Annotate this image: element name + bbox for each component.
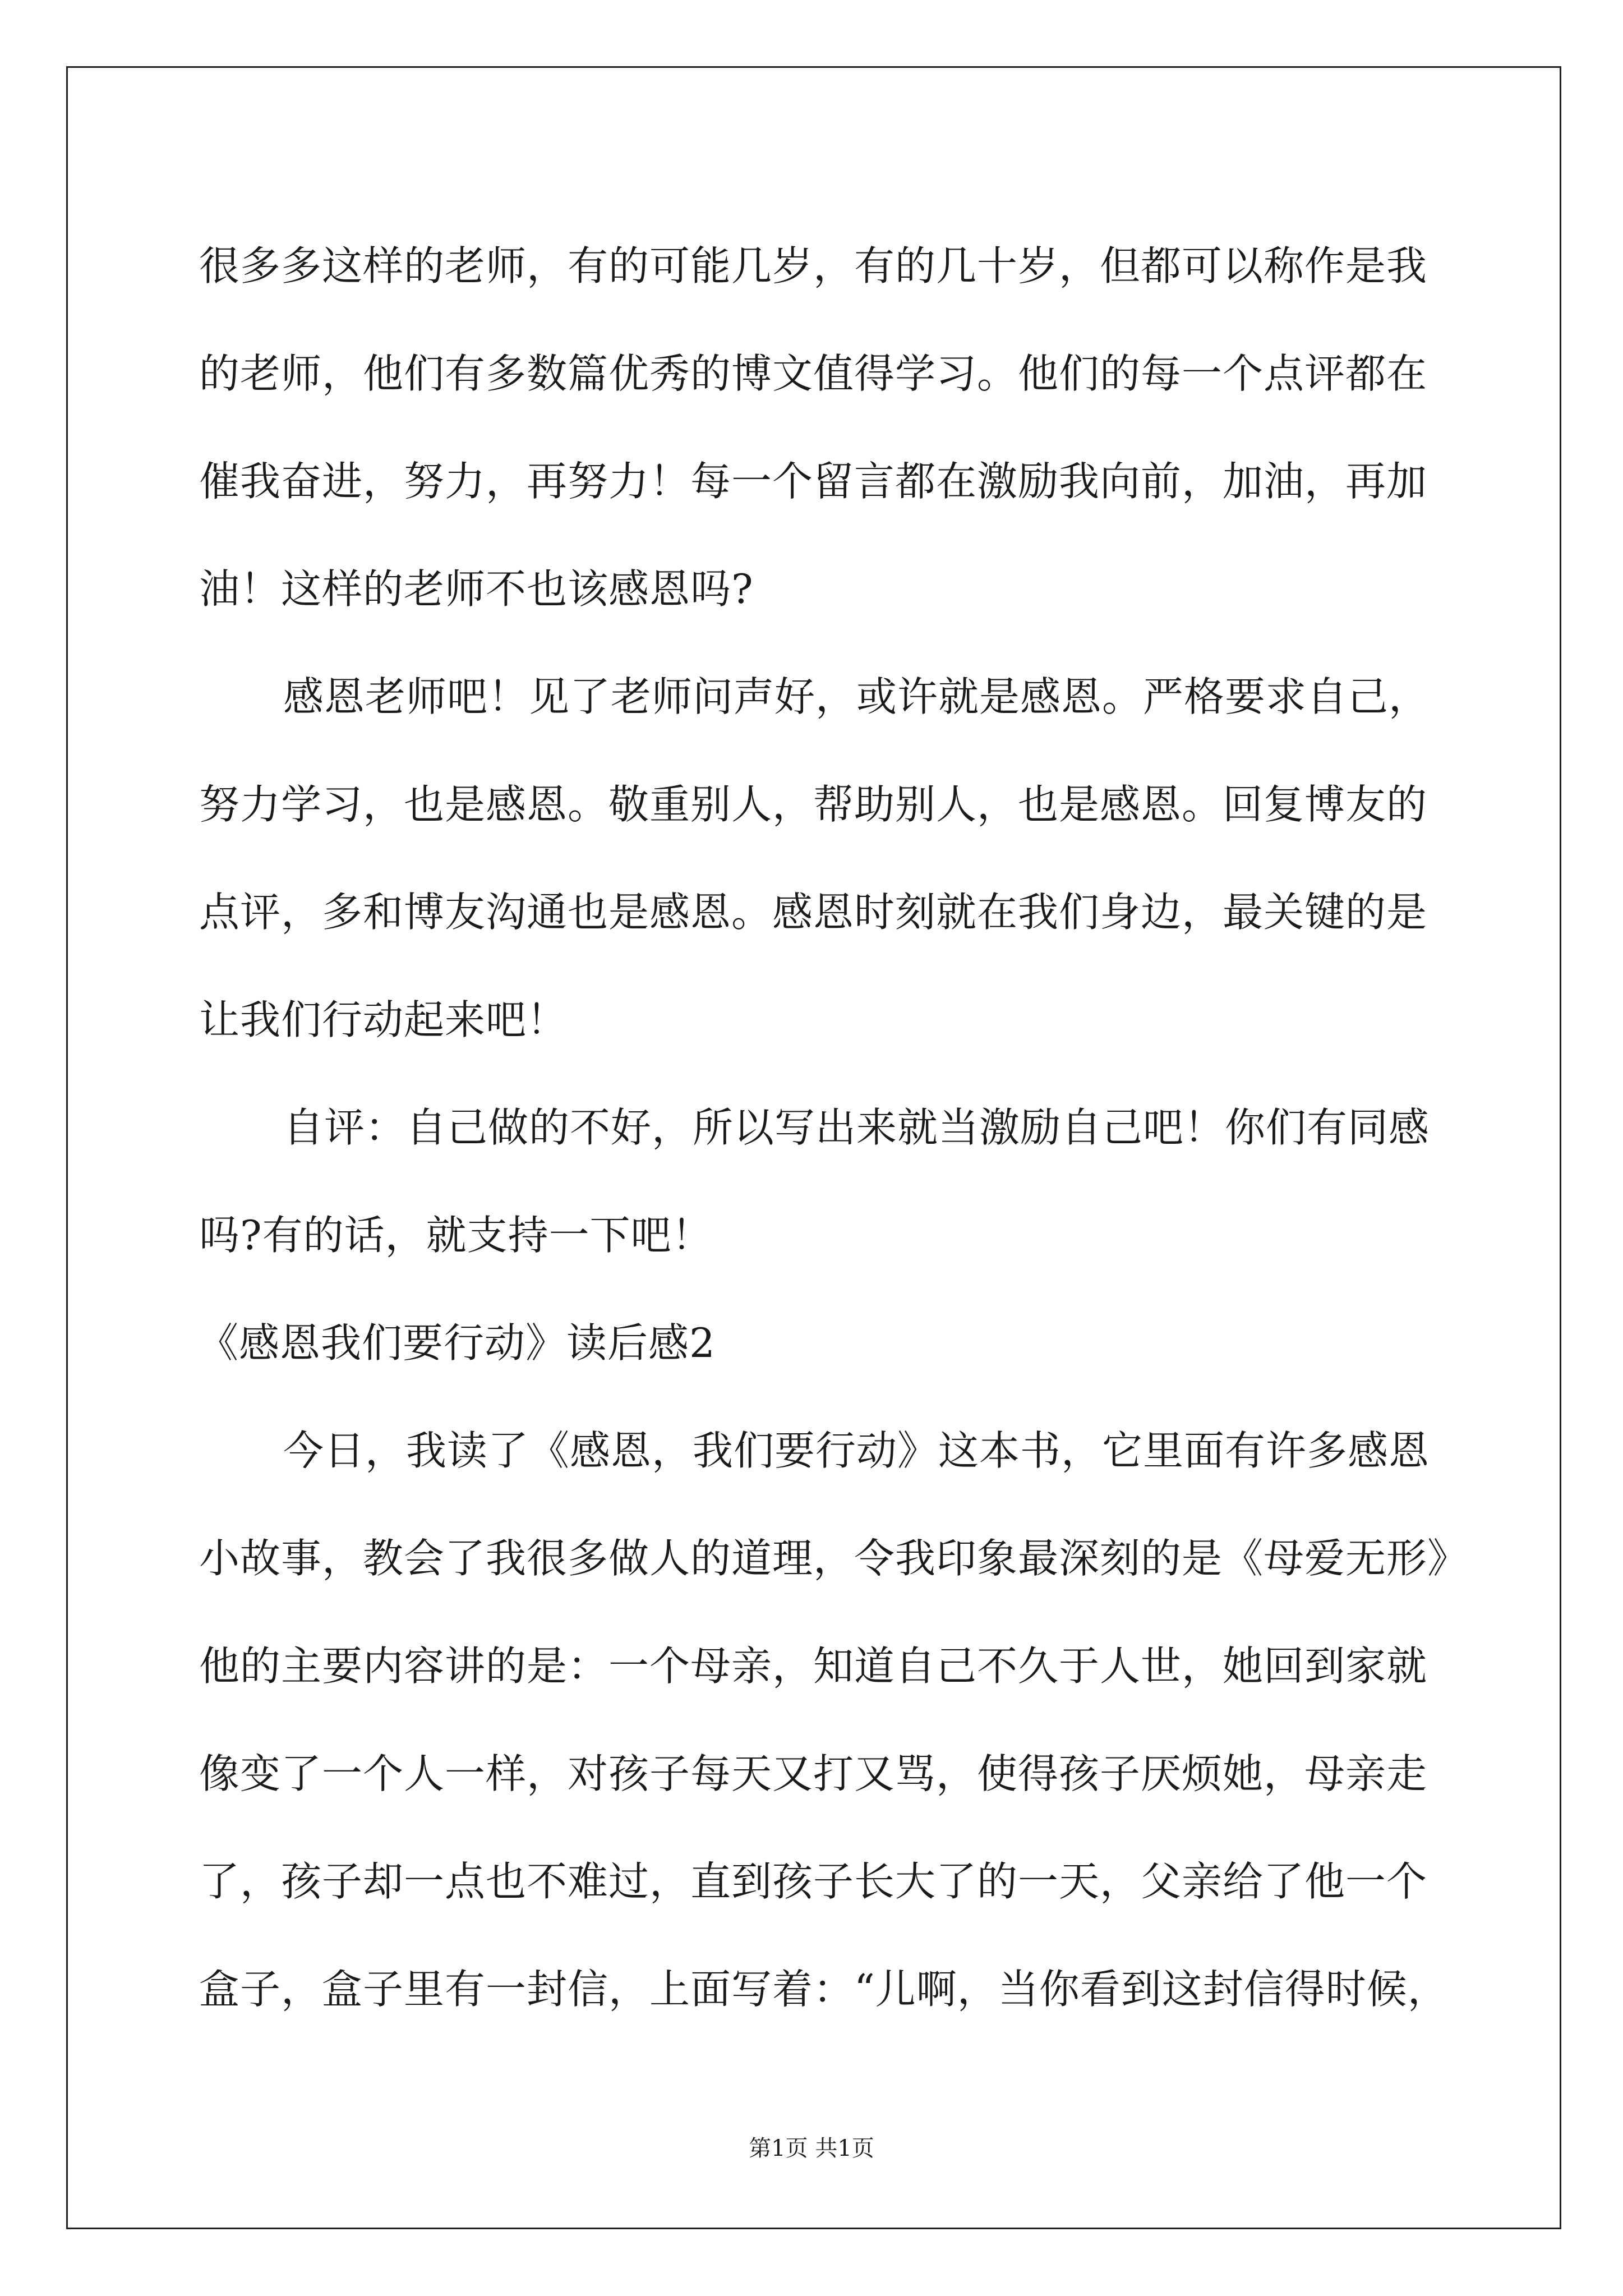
- text-line-2: 的老师，他们有多数篇优秀的博文值得学习。他们的每一个点评都在: [199, 350, 1428, 397]
- text-line-5: 感恩老师吧！见了老师问声好，或许就是感恩。严格要求自己，: [283, 673, 1430, 720]
- text-line-16: 了，孩子却一点也不难过，直到孩子长大了的一天，父亲给了他一个: [199, 1858, 1428, 1905]
- text-line-7: 点评，多和博友沟通也是感恩。感恩时刻就在我们身边，最关键的是: [199, 889, 1428, 936]
- section-heading: 《感恩我们要行动》读后感2: [198, 1319, 716, 1366]
- text-line-3: 催我奋进，努力，再努力！每一个留言都在激励我向前，加油，再加: [199, 458, 1428, 505]
- text-line-6: 努力学习，也是感恩。敬重别人，帮助别人，也是感恩。回复博友的: [199, 781, 1428, 828]
- text-line-1: 很多多这样的老师，有的可能几岁，有的几十岁，但都可以称作是我: [199, 242, 1428, 289]
- document-body: [198, 212, 1469, 2043]
- text-line-15: 像变了一个人一样，对孩子每天又打又骂，使得孩子厌烦她，母亲走: [199, 1750, 1428, 1797]
- text-line-13: 小故事，教会了我很多做人的道理，令我印象最深刻的是《母爱无形》: [199, 1535, 1469, 1582]
- text-line-12: 今日，我读了《感恩，我们要行动》这本书，它里面有许多感恩: [283, 1427, 1430, 1474]
- text-line-10: 吗?有的话，就支持一下吧！: [199, 1212, 713, 1259]
- text-line-14: 他的主要内容讲的是：一个母亲，知道自己不久于人世，她回到家就: [199, 1642, 1428, 1690]
- text-line-8: 让我们行动起来吧！: [199, 996, 568, 1043]
- page-number-footer: 第1页 共1页: [749, 2136, 874, 2161]
- text-line-4: 油！这样的老师不也该感恩吗?: [199, 565, 754, 613]
- text-line-17: 盒子，盒子里有一封信，上面写着：“儿啊，当你看到这封信得时候，: [199, 1966, 1449, 2013]
- text-line-9: 自评：自己做的不好，所以写出来就当激励自己吧！你们有同感: [283, 1104, 1430, 1151]
